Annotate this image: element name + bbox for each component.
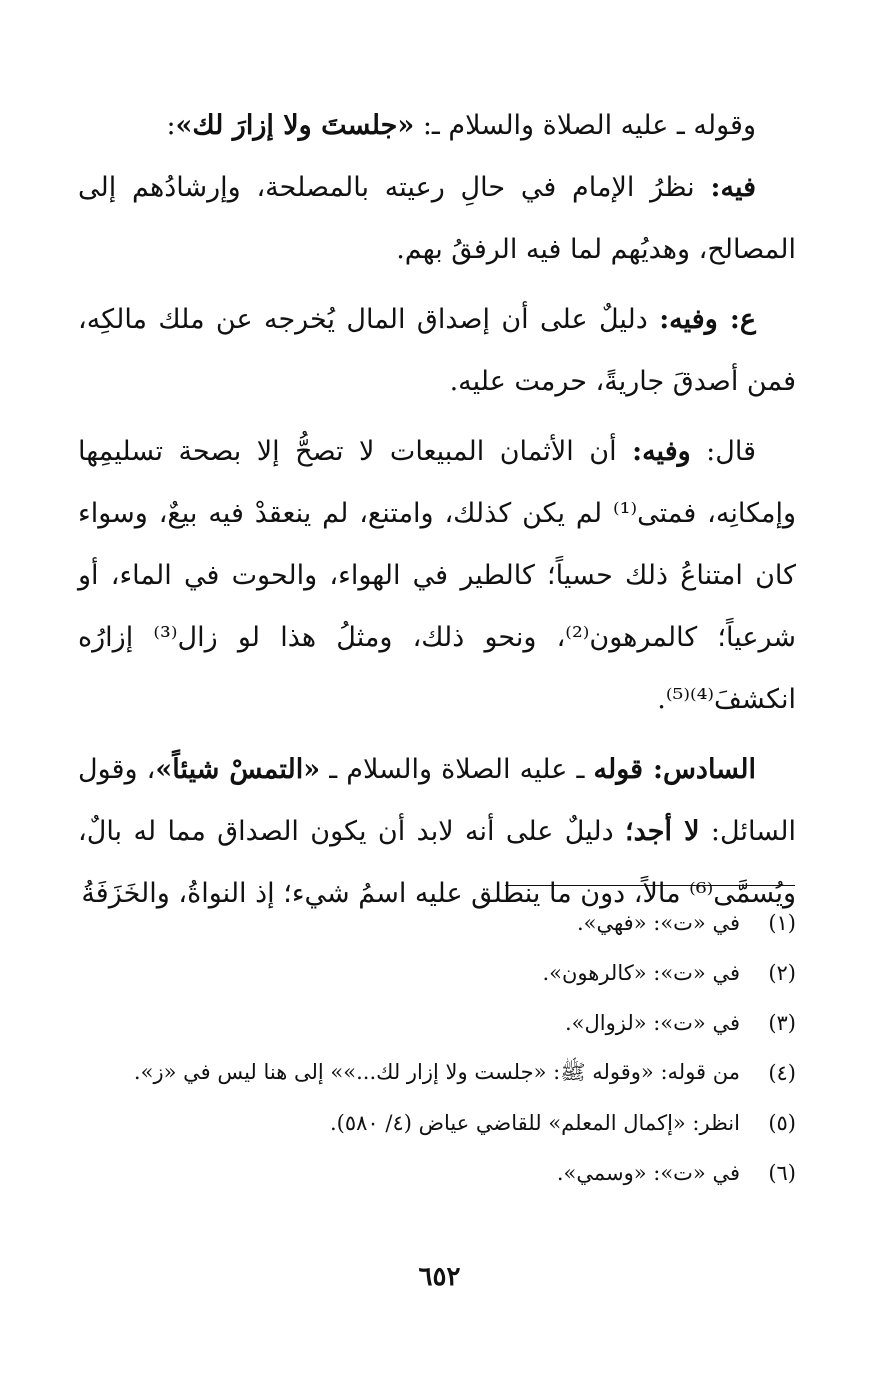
footnote-number: (١) [768, 911, 796, 935]
footnote [78, 948, 796, 998]
paragraph-lead: قال: [690, 436, 756, 467]
footnote-number: (٦) [768, 1161, 796, 1185]
footnote [78, 898, 796, 948]
paragraph-fihi [78, 157, 796, 281]
paragraph-lead: فيه: [710, 172, 756, 203]
paragraph-mid: ـ عليه الصلاة والسلام ـ [320, 754, 594, 785]
paragraph-qal [78, 421, 796, 731]
paragraph-lead: السادس: قوله [593, 754, 756, 785]
paragraph-rest: أن الأثمان المبيعات لا تصحُّ إلا بصحة تسليمِها وإمكانِه، فمتى⁽¹⁾ لم يكن كذلك، وامتنع، لم ينعقدْ فيه بيعٌ، وسواء كان امتناعُ ذلك حسياً؛ كالطير في الهواء، والحوت في الماء، أو شرعياً؛ كالمرهون⁽²⁾، ونحو ذلك، ومثلُ هذا لو زال⁽³⁾ إزارُه انكشفَ⁽⁴⁾⁽⁵⁾. [78, 436, 796, 715]
footnote-number: (٥) [768, 1111, 796, 1135]
paragraph-rest-2: دليلٌ على أنه لابد أن يكون الصداق مما له بالٌ، ويُسمَّى⁽⁶⁾ مالاً، دون ما ينطلق عليه اسمُ شيء؛ إذ النواةُ، والخَزَفَةُ [78, 816, 796, 909]
footnote-text: في «ت»: «كالرهون». [542, 961, 740, 985]
footnote-separator [505, 885, 795, 886]
paragraph-lead: ع: وفيه: [659, 304, 757, 335]
paragraph-rest: ، وقول السائل: [78, 754, 796, 847]
footnote-text: في «ت»: «لزوال». [564, 1011, 740, 1035]
footnote [78, 1098, 796, 1148]
hadith-quote: «التمسْ شيئاً» [155, 754, 321, 785]
footnote-number: (٢) [768, 961, 796, 985]
paragraph-quote-heading [78, 95, 796, 157]
footnote-text: في «ت»: «فهي». [576, 911, 740, 935]
footnote-number: (٤) [768, 1061, 796, 1085]
paragraph-bold: لا أجد؛ [625, 816, 700, 847]
footnote-number: (٣) [768, 1011, 796, 1035]
body-text [78, 95, 796, 925]
footnote [78, 1048, 796, 1098]
footnote [78, 1148, 796, 1198]
footnote-text: في «ت»: «وسمي». [556, 1161, 740, 1185]
paragraph-lead: وقوله ـ عليه الصلاة والسلام ـ: [414, 110, 756, 141]
paragraph-bold: وفيه: [632, 436, 691, 467]
hadith-quote: «جلستَ ولا إزارَ لك» [175, 110, 415, 141]
footnotes [78, 898, 796, 1198]
paragraph-ayn [78, 289, 796, 413]
footnote-text: من قوله: «وقوله ﷺ: «جلست ولا إزار لك...»» إلى هنا ليس في «ز». [133, 1060, 740, 1084]
paragraph-rest: دليلٌ على أن إصداق المال يُخرجه عن ملك مالكِه، فمن أصدقَ جاريةً، حرمت عليه. [78, 304, 796, 397]
footnote [78, 998, 796, 1048]
paragraph-rest: نظرُ الإمام في حالِ رعيته بالمصلحة، وإرشادُهم إلى المصالح، وهديُهم لما فيه الرفقُ بهم. [78, 172, 796, 265]
footnote-text: انظر: «إكمال المعلم» للقاضي عياض (٤/ ٥٨٠). [329, 1111, 740, 1135]
page-number: ٦٥٢ [418, 1262, 461, 1292]
paragraph-rest: : [166, 110, 176, 141]
